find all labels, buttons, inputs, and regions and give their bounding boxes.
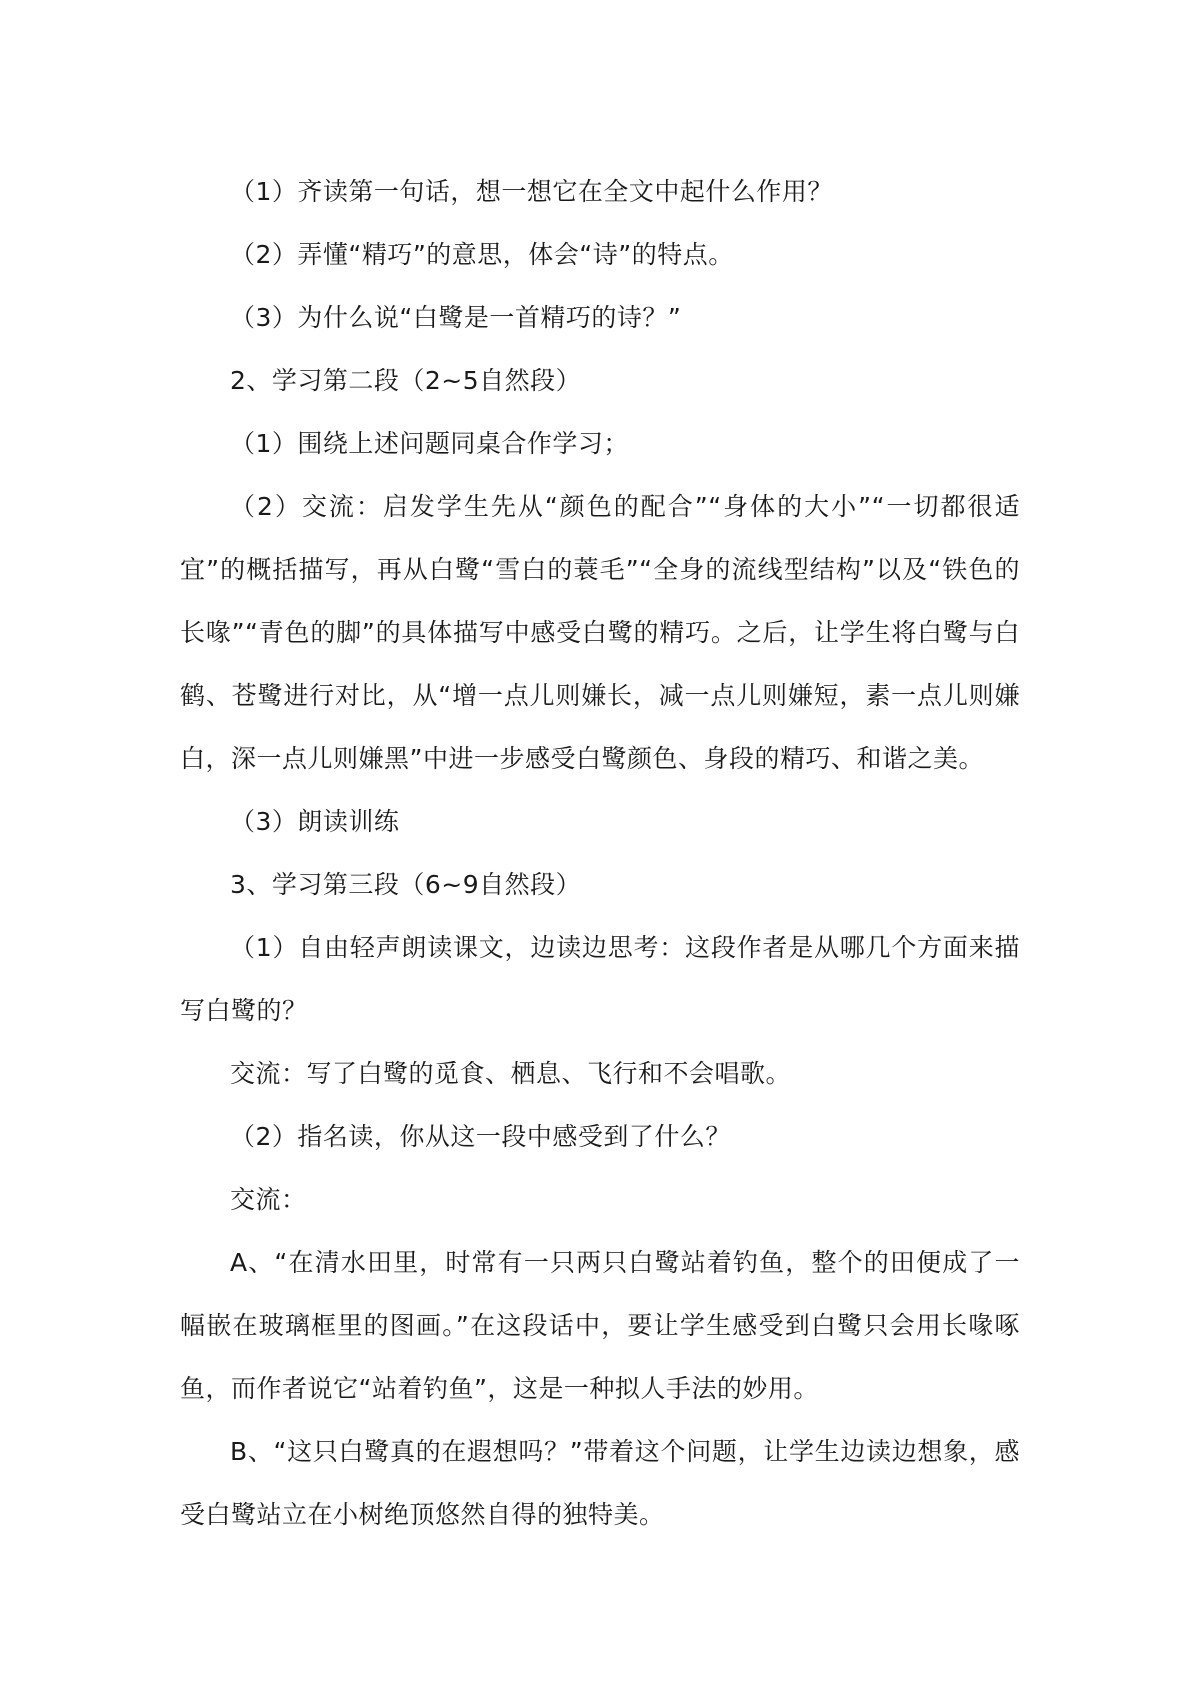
paragraph-reading-2: （2）指名读，你从这一段中感受到了什么？ (230, 1122, 731, 1151)
paragraph-step-3: （3）朗读训练 (230, 807, 400, 836)
document-body (180, 160, 1020, 1546)
paragraph-question-1: （1）齐读第一句话，想一想它在全文中起什么作用？ (230, 177, 833, 206)
paragraph-question-3: （3）为什么说“白鹭是一首精巧的诗？” (230, 303, 682, 332)
paragraph-point-a: A、“在清水田里，时常有一只两只白鹭站着钓鱼，整个的田便成了一幅嵌在玻璃框里的图画。”在这段话中，要让学生感受到白鹭只会用长喙啄鱼，而作者说它“站着钓鱼”，这是一种拟人手法的妙用。 (180, 1248, 1020, 1403)
section-heading-2: 2、学习第二段（2~5自然段） (230, 366, 582, 395)
paragraph-exchange-1: 交流：写了白鹭的觅食、栖息、飞行和不会唱歌。 (230, 1059, 792, 1088)
paragraph-step-2: （2）交流：启发学生先从“颜色的配合”“身体的大小”“一切都很适宜”的概括描写，再从白鹭“雪白的蓑毛”“全身的流线型结构”以及“铁色的长喙”“青色的脚”的具体描写中感受白鹭的精巧。之后，让学生将白鹭与白鹤、苍鹭进行对比，从“增一点儿则嫌长，减一点儿则嫌短，素一点儿则嫌白，深一点儿则嫌黑”中进一步感受白鹭颜色、身段的精巧、和谐之美。 (180, 492, 1020, 773)
paragraph-step-1: （1）围绕上述问题同桌合作学习； (230, 429, 629, 458)
section-heading-3: 3、学习第三段（6~9自然段） (230, 870, 582, 899)
paragraph-reading-1: （1）自由轻声朗读课文，边读边思考：这段作者是从哪几个方面来描写白鹭的？ (180, 933, 1020, 1025)
paragraph-exchange-2: 交流： (230, 1185, 307, 1214)
paragraph-point-b: B、“这只白鹭真的在遐想吗？”带着这个问题，让学生边读边想象，感受白鹭站立在小树绝顶悠然自得的独特美。 (180, 1437, 1020, 1529)
paragraph-question-2: （2）弄懂“精巧”的意思，体会“诗”的特点。 (230, 240, 734, 269)
